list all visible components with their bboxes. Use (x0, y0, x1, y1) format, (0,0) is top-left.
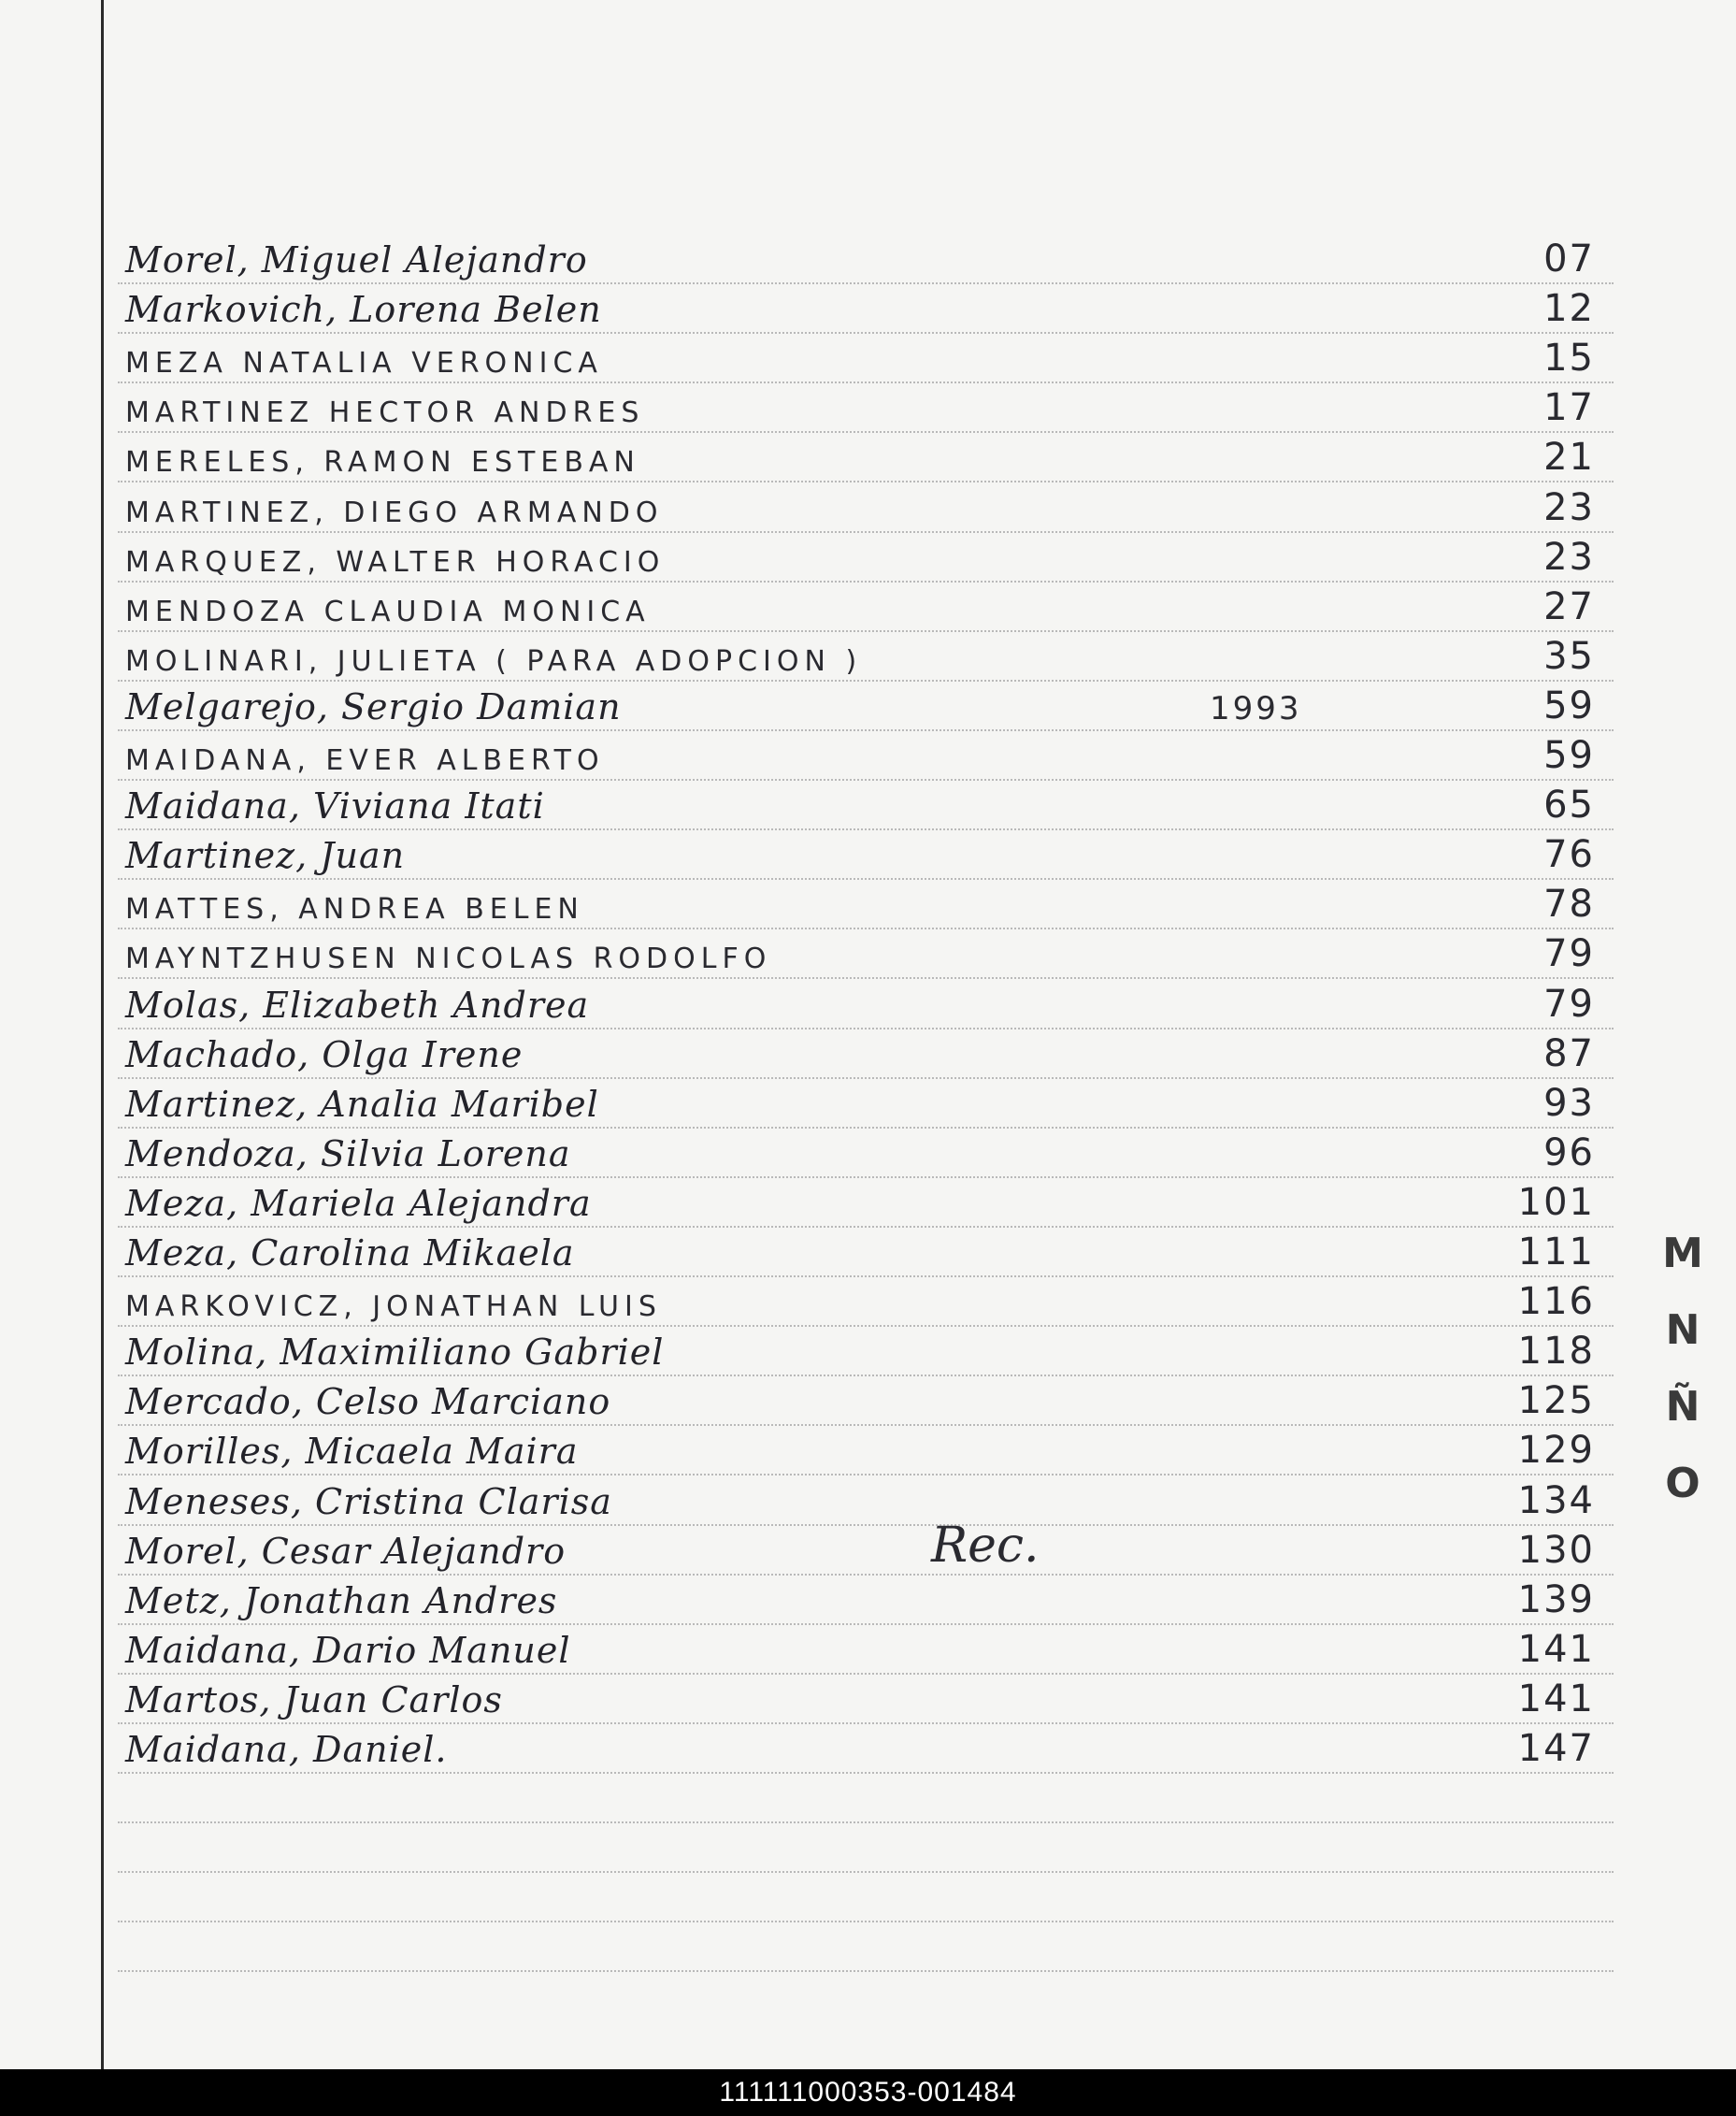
list-item (118, 531, 1614, 581)
list-item (118, 1623, 1614, 1673)
entry-name: Morel, Cesar Alejandro (125, 1531, 567, 1572)
entry-name: Maidana, Daniel. (125, 1729, 448, 1770)
list-item (118, 1424, 1614, 1474)
entry-name: MERELES, RAMON ESTEBAN (125, 446, 640, 479)
list-item (118, 1226, 1614, 1275)
entry-name: Meneses, Cristina Clarisa (125, 1481, 612, 1522)
list-item (118, 828, 1614, 878)
list-item (118, 978, 1614, 1028)
entry-page-number: 139 (1517, 1578, 1595, 1621)
footer-bar (0, 2069, 1736, 2116)
entry-name: Machado, Olga Irene (125, 1034, 524, 1075)
entry-page-number: 130 (1517, 1529, 1595, 1572)
list-item (118, 680, 1614, 729)
entry-page-number: 101 (1517, 1181, 1595, 1224)
list-item (118, 581, 1614, 630)
entry-name: Molina, Maximiliano Gabriel (125, 1331, 665, 1373)
entry-name: Morel, Miguel Alejandro (125, 239, 588, 281)
entry-page-number: 141 (1517, 1628, 1595, 1671)
entry-page-number: 35 (1543, 635, 1595, 678)
entry-name: Meza, Carolina Mikaela (125, 1232, 575, 1274)
entry-page-number: 134 (1517, 1479, 1595, 1522)
alphabet-index-tabs (1655, 1216, 1711, 1522)
entry-page-number: 111 (1517, 1231, 1595, 1274)
list-item (118, 233, 1614, 282)
entry-name: Metz, Jonathan Andres (125, 1580, 558, 1621)
entry-note: Rec. (931, 1518, 1040, 1574)
list-item (118, 729, 1614, 779)
entry-page-number: 116 (1517, 1280, 1595, 1323)
ruled-line (118, 1821, 1614, 1823)
entry-year: 1993 (1210, 690, 1302, 727)
entry-name: Maidana, Dario Manuel (125, 1630, 571, 1671)
entry-page-number: 21 (1543, 436, 1595, 479)
list-item (118, 482, 1614, 531)
list-item (118, 1176, 1614, 1226)
entry-page-number: 87 (1543, 1032, 1595, 1075)
list-item (118, 1028, 1614, 1077)
entry-name: Molas, Elizabeth Andrea (125, 985, 590, 1026)
entry-page-number: 79 (1543, 932, 1595, 975)
entry-name: MENDOZA CLAUDIA MONICA (125, 596, 651, 628)
ruled-line (118, 1871, 1614, 1873)
entry-page-number: 59 (1543, 684, 1595, 727)
entry-page-number: 59 (1543, 734, 1595, 777)
entry-name: Meza, Mariela Alejandra (125, 1183, 592, 1224)
entry-name: Markovich, Lorena Belen (125, 289, 602, 330)
entry-name: MATTES, ANDREA BELEN (125, 893, 584, 926)
index-letter: M (1662, 1230, 1703, 1277)
entry-page-number: 23 (1543, 536, 1595, 579)
entry-name: MEZA NATALIA VERONICA (125, 347, 603, 380)
list-item (118, 630, 1614, 680)
list-item (118, 1518, 1614, 1574)
entry-name: Melgarejo, Sergio Damian (125, 686, 622, 727)
index-letter: Ñ (1665, 1383, 1700, 1431)
document-code: 111111000353-001484 (719, 2077, 1017, 2108)
entry-name: Martos, Juan Carlos (125, 1679, 503, 1720)
ruled-line (118, 1970, 1614, 1972)
list-item (118, 282, 1614, 332)
entry-page-number: 65 (1543, 784, 1595, 827)
list-item (118, 1275, 1614, 1325)
list-item (118, 1475, 1614, 1524)
entry-page-number: 23 (1543, 486, 1595, 529)
list-item (118, 1722, 1614, 1772)
entry-page-number: 79 (1543, 983, 1595, 1026)
entry-page-number: 118 (1517, 1330, 1595, 1373)
list-item (118, 779, 1614, 828)
list-item (118, 878, 1614, 928)
entry-name: MAYNTZHUSEN NICOLAS RODOLFO (125, 943, 772, 975)
entry-page-number: 15 (1543, 337, 1595, 380)
list-item (118, 332, 1614, 381)
entry-page-number: 76 (1543, 833, 1595, 876)
list-item (118, 1574, 1614, 1623)
entry-name: MARQUEZ, WALTER HORACIO (125, 546, 666, 579)
list-item (118, 1375, 1614, 1424)
entry-page-number: 141 (1517, 1677, 1595, 1720)
entry-name: Maidana, Viviana Itati (125, 785, 545, 827)
entry-page-number: 147 (1517, 1727, 1595, 1770)
entry-page-number: 27 (1543, 585, 1595, 628)
ruled-line (118, 1772, 1614, 1774)
index-letter: N (1665, 1306, 1700, 1354)
margin-rule (101, 0, 104, 2069)
list-item (118, 381, 1614, 431)
list-item (118, 1127, 1614, 1176)
entry-page-number: 125 (1517, 1379, 1595, 1422)
entry-page-number: 07 (1543, 238, 1595, 281)
entry-name: MARKOVICZ, JONATHAN LUIS (125, 1290, 662, 1323)
index-letter: O (1665, 1460, 1700, 1507)
entry-page-number: 12 (1543, 287, 1595, 330)
entry-name: MARTINEZ HECTOR ANDRES (125, 396, 645, 429)
entry-page-number: 129 (1517, 1429, 1595, 1472)
list-item (118, 928, 1614, 977)
entry-name: Mercado, Celso Marciano (125, 1381, 611, 1422)
entry-name: Martinez, Analia Maribel (125, 1084, 599, 1125)
list-item (118, 1325, 1614, 1375)
entry-page-number: 96 (1543, 1131, 1595, 1174)
list-item (118, 431, 1614, 481)
entry-name: Mendoza, Silvia Lorena (125, 1133, 571, 1174)
list-item (118, 1673, 1614, 1722)
entry-name: MOLINARI, JULIETA ( PARA ADOPCION ) (125, 645, 863, 678)
entry-name: Morilles, Micaela Maira (125, 1431, 579, 1472)
ruled-line (118, 1921, 1614, 1922)
entry-page-number: 78 (1543, 883, 1595, 926)
list-item (118, 1077, 1614, 1127)
entry-name: MAIDANA, EVER ALBERTO (125, 744, 605, 777)
entry-page-number: 93 (1543, 1082, 1595, 1125)
entry-name: MARTINEZ, DIEGO ARMANDO (125, 497, 664, 529)
entry-name: Martinez, Juan (125, 835, 406, 876)
entry-page-number: 17 (1543, 386, 1595, 429)
